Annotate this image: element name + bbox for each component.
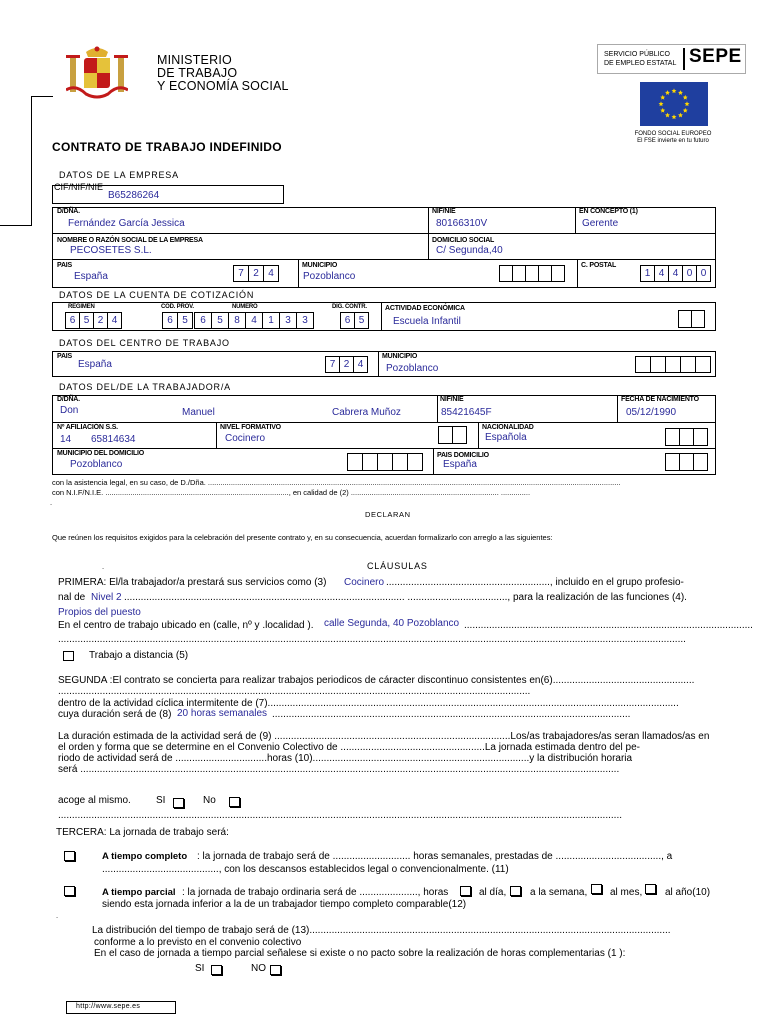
muni-dom-code[interactable] — [348, 453, 423, 471]
code-cell: 4 — [353, 356, 368, 373]
completo-head: A tiempo completo — [102, 851, 188, 862]
cotizacion-table — [52, 302, 716, 331]
dist-line3: En el caso de jornada a tiempo parcial señalese si existe o no pacto sobre la realización de horas complementarias (1 ): — [94, 948, 626, 959]
centro-pais-label: PAIS — [57, 353, 73, 360]
dia-checkbox[interactable] — [460, 886, 471, 896]
nacionalidad-value[interactable]: Española — [485, 432, 527, 443]
empresa-municipio-label: MUNICIPIO — [302, 262, 338, 269]
pais-dom-code[interactable] — [666, 453, 708, 471]
cod-prov-code[interactable] — [163, 312, 193, 329]
cp-label: C. POSTAL — [581, 262, 617, 269]
actividad-label: ACTIVIDAD ECONÓMICA — [385, 305, 465, 312]
empresa-municipio-value[interactable]: Pozoblanco — [303, 271, 356, 282]
empresa-pais-value[interactable]: España — [74, 271, 108, 282]
domicilio-value[interactable]: C/ Segunda,40 — [436, 245, 503, 256]
num-cell: 6 — [194, 312, 212, 329]
razon-label: NOMBRE O RAZÓN SOCIAL DE LA EMPRESA — [57, 237, 203, 244]
cp-cell: 4 — [668, 265, 683, 282]
code-cell: 2 — [248, 265, 264, 282]
empresa-pais-label: PAIS — [57, 262, 73, 269]
pais-dom-value[interactable]: España — [443, 459, 477, 470]
fse-line1: FONDO SOCIAL EUROPEO — [634, 131, 712, 137]
dist-dot: . — [56, 911, 59, 920]
segunda-line2: .......................................................................................................................................................................... — [58, 686, 531, 697]
code-cell: 7 — [325, 356, 340, 373]
nal-text-a: nal de — [58, 592, 86, 603]
no2-label: NO — [251, 963, 266, 974]
centro-text-a: En el centro de trabajo ubicado en (calle, nº y .localidad ). — [58, 620, 314, 631]
centro-pais-value[interactable]: España — [78, 359, 112, 370]
mes-label: al mes, — [610, 887, 643, 898]
dots-short: ........................................................................................................................................................................................................... — [58, 810, 622, 821]
centro-pais-code[interactable] — [326, 356, 368, 373]
concepto-label: EN CONCEPTO (1) — [579, 208, 638, 215]
direccion-value[interactable]: calle Segunda, 40 Pozoblanco — [324, 618, 460, 629]
duracion-line3: riodo de actividad será de .................................horas (10)..............................................................................y la distribución horaria — [58, 753, 633, 764]
no-label: No — [203, 795, 216, 806]
centro-municipio-label: MUNICIPIO — [382, 353, 418, 360]
centro-municipio-code[interactable] — [636, 356, 711, 373]
num-cell: 5 — [211, 312, 229, 329]
dig-cell: 6 — [340, 312, 355, 329]
clausulas-title: CLÁUSULAS — [367, 561, 428, 571]
acoge-text: acoge al mismo. — [58, 795, 131, 806]
empresa-pais-code[interactable] — [234, 265, 279, 282]
cod-prov-label: COD. PROV. — [161, 304, 194, 310]
duracion-line1: La duración estimada de la actividad será de (9) .....................................................................................Los/as trabajadores/as seran llamados/as en — [58, 731, 710, 742]
mes-checkbox[interactable] — [591, 884, 602, 894]
trab-fecha-value[interactable]: 05/12/1990 — [626, 407, 677, 418]
no-checkbox[interactable] — [229, 797, 240, 807]
distancia-label: Trabajo a distancia (5) — [89, 650, 189, 661]
primera-text-a: PRIMERA: El/la trabajador/a prestará sus servicios como (3) — [58, 577, 327, 588]
empresa-municipio-code[interactable] — [500, 265, 565, 282]
asistencia-line1: con la asistencia legal, en su caso, de D./Dña. ...................................................................................................................................................................................................... — [52, 478, 621, 487]
parcial-checkbox[interactable] — [64, 886, 75, 896]
parcial-text-a: : la jornada de trabajo ordinaria será de ....................., horas — [182, 887, 449, 898]
num-cell: 4 — [245, 312, 263, 329]
regimen-code[interactable] — [66, 312, 122, 329]
cp-cell: 0 — [682, 265, 697, 282]
muni-dom-label: MUNICIPIO DEL DOMICILIO — [57, 450, 145, 457]
ministry-line2: DE TRABAJO — [157, 66, 238, 80]
section-trabajador: DATOS DEL/DE LA TRABAJADOR/A — [59, 382, 231, 392]
actividad-code[interactable] — [679, 310, 705, 328]
centro-municipio-value[interactable]: Pozoblanco — [386, 363, 439, 374]
empresa-nif-value[interactable]: 80166310V — [436, 218, 488, 229]
trab-apellidos-value[interactable]: Cabrera Muñoz — [332, 407, 401, 418]
primera-text-b: ..........................................................., incluido en el grupo profesio- — [386, 577, 684, 588]
asistencia-line2: con N.I.F/N.I.E. ........................................................................................, en calidad de (2) ....................................................................... .............. — [52, 488, 531, 497]
afil-num-value[interactable]: 65814634 — [91, 434, 136, 445]
empresa-d-label: D/DÑA. — [57, 208, 80, 215]
regimen-label: REGIMEN — [68, 304, 95, 310]
duracion-line4: será .................................................................................................................................................................................................. — [58, 764, 620, 775]
dots-line: .................................................................................................................................................................................................................................. — [58, 634, 686, 645]
num-cell: 3 — [296, 312, 314, 329]
trab-nombre-value[interactable]: Manuel — [182, 407, 215, 418]
puesto-value[interactable]: Cocinero — [344, 577, 385, 588]
num-cell: 1 — [262, 312, 280, 329]
afil-prov-value[interactable]: 14 — [60, 434, 72, 445]
cp-cell: 0 — [696, 265, 711, 282]
si-label: SI — [156, 795, 166, 806]
no2-checkbox[interactable] — [270, 965, 281, 975]
segunda-line1: SEGUNDA :El contrato se concierta para realizar trabajos periodicos de cáracter discontinuo consistentes en(6)................................................... — [58, 675, 695, 686]
section-centro: DATOS DEL CENTRO DE TRABAJO — [59, 338, 230, 348]
trab-fecha-label: FECHA DE NACIMIENTO — [621, 396, 699, 403]
semana-checkbox[interactable] — [510, 886, 521, 896]
distancia-checkbox[interactable] — [63, 651, 74, 661]
numero-label: NUMERO — [232, 304, 258, 310]
ministry-line1: MINISTERIO — [157, 53, 232, 67]
segunda-line4b: ................................................................................................................................. — [272, 709, 631, 720]
num-cell: 8 — [228, 312, 246, 329]
sepe-text — [604, 50, 676, 68]
regimen-cell: 2 — [93, 312, 108, 329]
actividad-value[interactable]: Escuela Infantil — [393, 316, 461, 327]
muni-dom-value[interactable]: Pozoblanco — [70, 459, 123, 470]
funciones-value[interactable]: Propios del puesto — [58, 607, 141, 618]
horas-value[interactable]: 20 horas semanales — [177, 708, 268, 719]
regimen-cell: 5 — [79, 312, 94, 329]
clausulas-dot: . — [102, 562, 105, 571]
dig-label: DIG. CONTR. — [332, 304, 367, 310]
num-cell: 3 — [279, 312, 297, 329]
concepto-value[interactable]: Gerente — [582, 218, 619, 229]
ministry-line3: Y ECONOMÍA SOCIAL — [157, 79, 289, 93]
cp-code[interactable] — [641, 265, 711, 282]
trab-nif-value[interactable]: 85421645F — [441, 407, 492, 418]
section-empresa: DATOS DE LA EMPRESA — [59, 170, 179, 180]
parcial-text-b: siendo esta jornada inferior a la de un trabajador tiempo completo comparable(12) — [102, 899, 467, 910]
dig-cell: 5 — [354, 312, 369, 329]
nivel-value[interactable]: Cocinero — [225, 433, 266, 444]
si2-label: SI — [195, 963, 205, 974]
anio-checkbox[interactable] — [645, 884, 656, 894]
nivel-grupo-value[interactable]: Nivel 2 — [91, 592, 122, 603]
razon-value[interactable]: PECOSETES S.L. — [70, 245, 152, 256]
completo-text-a: : la jornada de trabajo será de ............................ horas semanales, prestadas de ......................................, a — [197, 851, 673, 862]
prov-cell: 5 — [177, 312, 193, 329]
numero-code[interactable] — [195, 312, 314, 329]
cp-cell: 4 — [654, 265, 669, 282]
cif-label: CIF/NIF/NIE — [54, 182, 103, 192]
fse-line2: El FSE invierte en tu futuro — [637, 138, 709, 144]
ministry-name — [157, 54, 289, 93]
parcial-head: A tiempo parcial — [102, 887, 176, 898]
nacionalidad-code[interactable] — [666, 428, 708, 446]
code-cell: 7 — [233, 265, 249, 282]
completo-checkbox[interactable] — [64, 851, 75, 861]
asistencia-dot: . — [50, 498, 53, 507]
sepe-logo: SEPE — [689, 46, 742, 67]
cif-value[interactable]: B65286264 — [108, 190, 160, 201]
eu-flag-icon — [640, 82, 708, 126]
al-dia-label: al día, — [479, 887, 507, 898]
cp-cell: 1 — [640, 265, 655, 282]
duracion-line2: el orden y forma que se determine en el Convenio Colectivo de ....................................................La jornada estimada dentro del pe- — [58, 742, 640, 753]
dig-code[interactable] — [341, 312, 369, 329]
section-cotizacion: DATOS DE LA CUENTA DE COTIZACIÓN — [59, 290, 255, 300]
empresa-d-value[interactable]: Fernández García Jessica — [68, 218, 185, 229]
fse-text — [612, 131, 734, 145]
tercera-text: TERCERA: La jornada de trabajo será: — [56, 827, 229, 838]
regimen-cell: 6 — [65, 312, 80, 329]
code-cell: 2 — [339, 356, 354, 373]
segunda-line3: dentro de la actividad cíclica intermitente de (7).................................................................................................................................................... — [58, 698, 679, 709]
prov-cell: 6 — [162, 312, 178, 329]
trab-nif-label: NIF/NIE — [440, 396, 464, 403]
declaran-title: DECLARAN — [365, 510, 411, 519]
si2-checkbox[interactable] — [211, 965, 222, 975]
code-cell: 4 — [263, 265, 279, 282]
spain-coat-of-arms-logo — [66, 44, 128, 102]
domicilio-label: DOMICILIO SOCIAL — [432, 237, 495, 244]
trab-d-value[interactable]: Don — [60, 405, 79, 416]
segunda-line4a: cuya duración será de (8) — [58, 709, 172, 720]
semana-label: a la semana, — [530, 887, 588, 898]
sepe-line1: SERVICIO PÚBLICO — [604, 51, 671, 58]
empresa-nif-label: NIF/NIE — [432, 208, 456, 215]
dist-line2: conforme a lo previsto en el convenio colectivo — [94, 937, 302, 948]
si-checkbox[interactable] — [173, 798, 184, 808]
sepe-line2: DE EMPLEO ESTATAL — [604, 60, 677, 67]
completo-text-b: .........................................., con los descansos establecidos legal o convencionalmente. (11) — [102, 864, 509, 875]
nal-text-b: ..................................................................................................... ...................................., para la realización de las funciones (4). — [124, 592, 687, 603]
nivel-label: NIVEL FORMATIVO — [220, 424, 281, 431]
footer-url[interactable]: http://www.sepe.es — [76, 1003, 141, 1010]
trab-d-label: D/DÑA. — [57, 396, 80, 403]
nivel-code[interactable] — [439, 426, 467, 444]
regimen-cell: 4 — [107, 312, 122, 329]
dist-line1: La distribución del tiempo de trabajo será de (13).................................................................................................................................. — [92, 925, 671, 936]
pais-dom-label: PAIS DOMICILIO — [437, 452, 489, 459]
afil-label: Nº AFILIACIÓN S.S. — [57, 424, 118, 431]
centro-text-b: ........................................................................................................ — [464, 620, 753, 631]
anio-label: al año(10) — [665, 887, 711, 898]
declaran-text: Que reúnen los requisitos exigidos para la celebración del presente contrato y, en su consecuencia, acuerdan formalizarlo con arreglo a las siguientes: — [52, 533, 553, 542]
document-title: CONTRATO DE TRABAJO INDEFINIDO — [52, 140, 282, 154]
nacionalidad-label: NACIONALIDAD — [482, 424, 534, 431]
